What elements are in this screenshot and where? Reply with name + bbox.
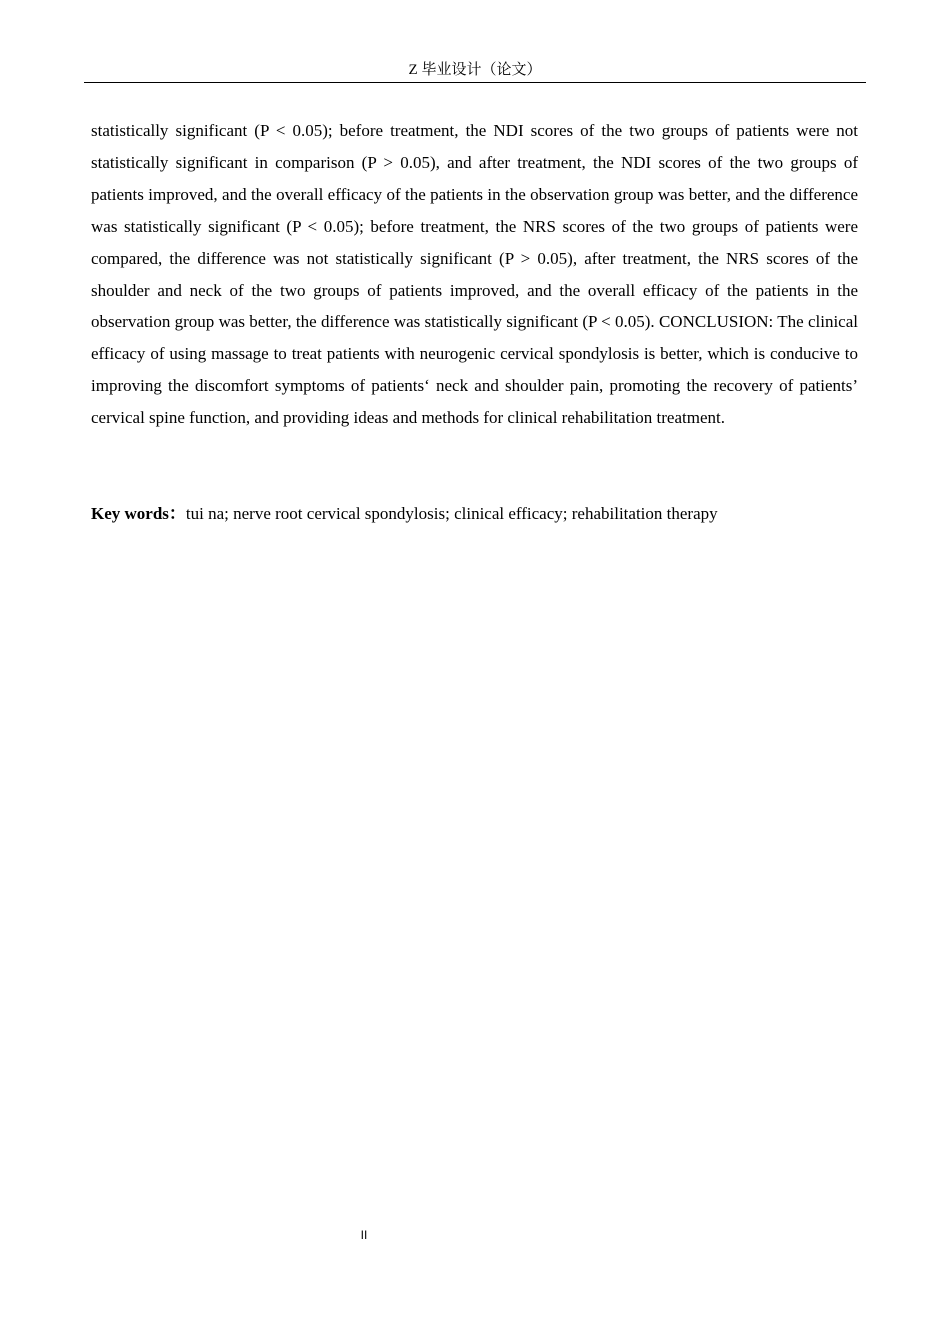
keywords-line <box>91 498 858 529</box>
page-header <box>84 58 866 83</box>
abstract-paragraph: statistically significant (P < 0.05); before treatment, the NDI scores of the two groups of patients were not statistically significant in comparison (P > 0.05), and after treatment, the NDI scores of the two groups of patients improved, and the overall efficacy of the patients in the observation group was better, and the difference was statistically significant (P < 0.05); before treatment, the NRS scores of the two groups of patients were compared, the difference was not statistically significant (P > 0.05), after treatment, the NRS scores of the shoulder and neck of the two groups of patients improved, and the overall efficacy of the patients in the observation group was better, the difference was statistically significant (P < 0.05). CONCLUSION: The clinical efficacy of using massage to treat patients with neurogenic cervical spondylosis is better, which is conducive to improving the discomfort symptoms of patients‘ neck and shoulder pain, promoting the recovery of patients’ cervical spine function, and providing ideas and methods for clinical rehabilitation treatment. <box>91 121 858 428</box>
keywords-value: tui na; nerve root cervical spondylosis; clinical efficacy; rehabilitation therapy <box>185 504 718 523</box>
page-number: II <box>360 1228 368 1242</box>
keywords-label: Key words： <box>91 504 186 523</box>
header-title: Z 毕业设计（论文） <box>408 62 542 78</box>
